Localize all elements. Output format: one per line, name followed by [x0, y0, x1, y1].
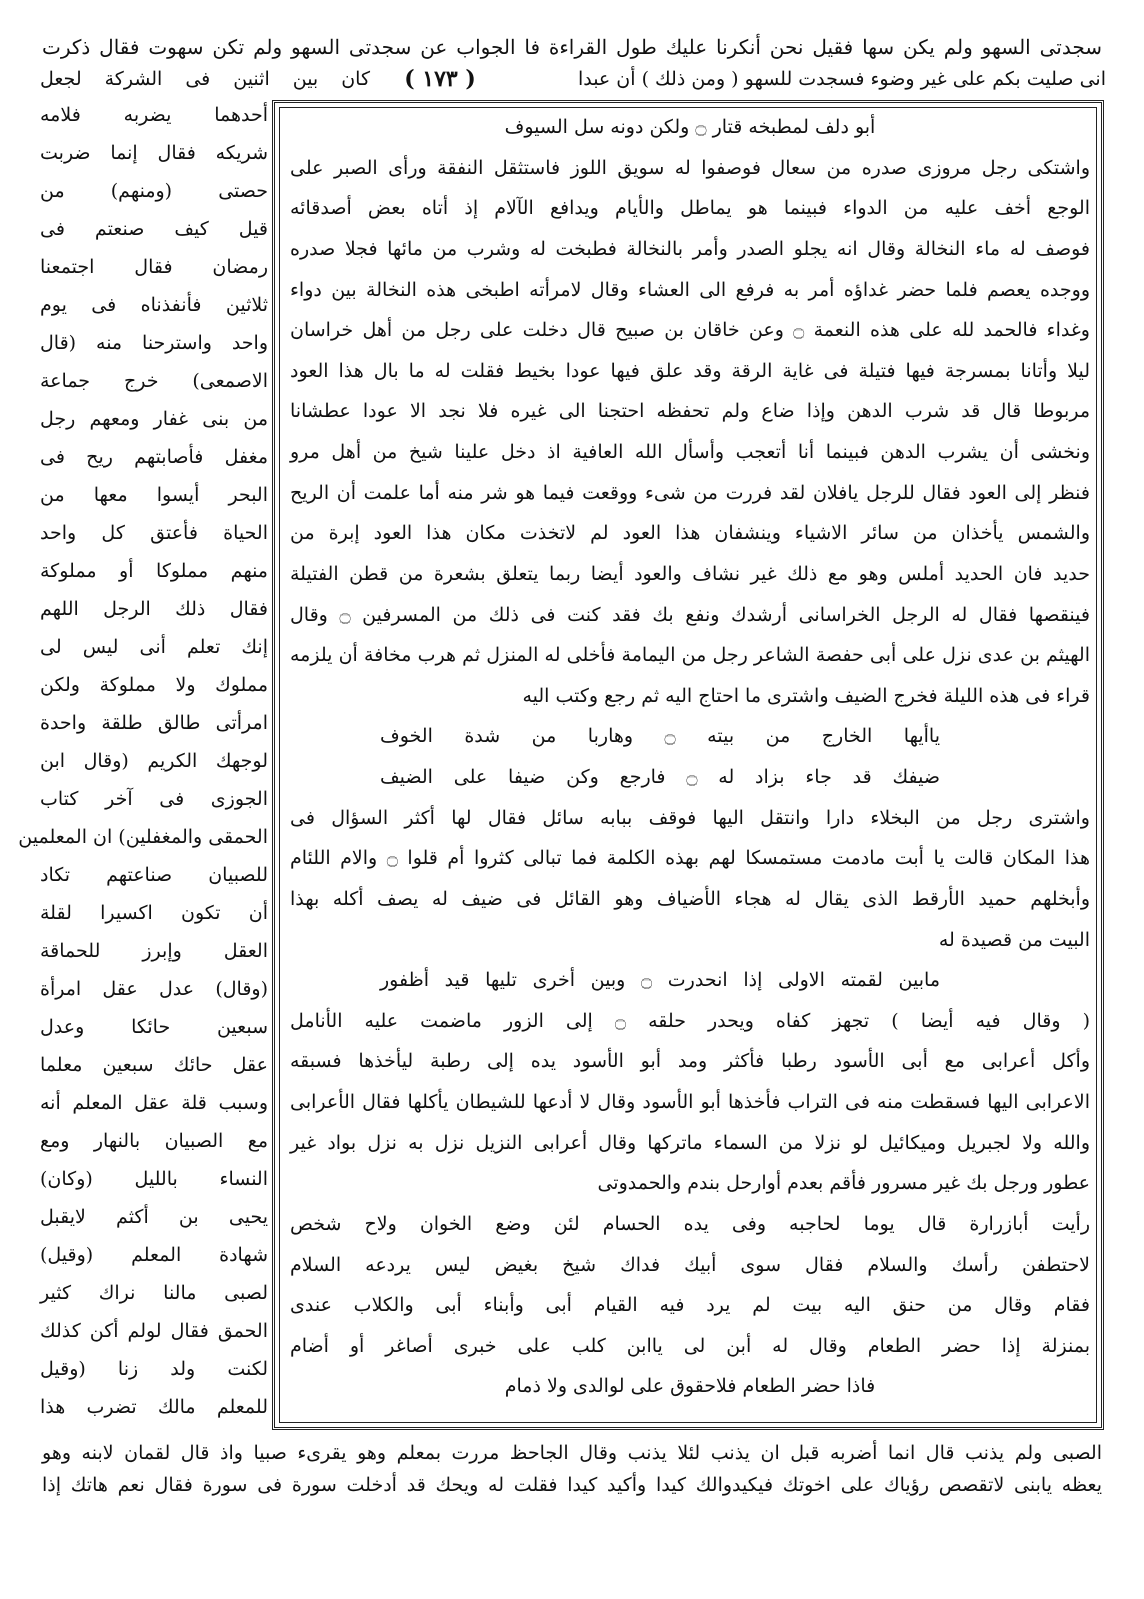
side-line: الحياة فأعتق كل واحد	[40, 522, 268, 544]
main-line: والله ولا لجبريل وميكائيل لو نزلا من السماء ماتركها وقال أعرابى النزيل نزل به نزل بواد غير	[290, 1132, 1090, 1154]
top-line-2-left: كان بين اثنين فى الشركة لجعل	[40, 68, 370, 90]
main-line: بمنزلة إذا حضر الطعام وقال له أبن لى ياابن كلب على خبرى أصاغر أو أضام	[290, 1335, 1090, 1357]
side-column	[18, 100, 268, 1440]
side-line: لوجهك الكريم (وقال ابن	[40, 750, 268, 772]
main-line: ( وقال فيه أيضا ) تجهز كفاه ويحدر حلقه ۝ إلى الزور ماضمت عليه الأنامل	[290, 1010, 1090, 1032]
side-line: منهم مملوكا أو مملوكة	[40, 560, 268, 582]
side-line: مع الصبيان بالنهار ومع	[40, 1130, 268, 1152]
side-line: امرأتى طالق طلقة واحدة	[40, 712, 268, 734]
main-line: مربوطا قال قد شرب الدهن وإذا ضاع ولم تحفظه احتجنا الى غيره فلا نجد الا عودا عطشانا	[290, 400, 1090, 422]
main-line: ونخشى أن يشرب الدهن فبينما أنا أتعجب وأسأل الله العافية اذ دخل علينا شيخ من أهل مرو	[290, 441, 1090, 463]
side-line: الاصمعى) خرج جماعة	[40, 370, 268, 392]
side-line: سبعين حائكا وعدل	[40, 1016, 268, 1038]
side-line: للصبيان صناعتهم تكاد	[40, 864, 268, 886]
bottom-line: يعظه يابنى لاتقصص رؤياك على اخوتك فيكيدوالك كيدا وأكيد كيدا فقلت له ويحك قد أدخلت سورة فى سورة فقال نعم هاتك إذا	[42, 1474, 1102, 1496]
main-line: أبو دلف لمطبخه قتار ۝ ولكن دونه سل السيوف	[504, 116, 876, 138]
side-line: الجوزى فى آخر كتاب	[40, 788, 268, 810]
side-line: أحدهما يضربه فلامه	[40, 104, 268, 126]
side-line: الحمق فقال لولم أكن كذلك	[40, 1320, 268, 1342]
side-line: النساء بالليل (وكان)	[40, 1168, 268, 1190]
main-line: فاذا حضر الطعام فلاحقوق على لوالدى ولا ذمام	[504, 1375, 876, 1397]
top-line-2-right: انى صليت بكم على غير وضوء فسجدت للسهو ( ومن ذلك ) أن عبدا	[577, 68, 1106, 90]
side-line: مملوك ولا مملوكة ولكن	[40, 674, 268, 696]
side-line: الحمقى والمغفلين) ان المعلمين	[18, 826, 268, 848]
side-line: عقل حائك سبعين معلما	[40, 1054, 268, 1076]
main-line: الاعرابى اليها فسقطت منه فى التراب فأخذها أبو الأسود وقال لا أدعها للشيطان يأكلها فقال الأعرابى	[290, 1091, 1090, 1113]
side-line: فقال ذلك الرجل اللهم	[40, 598, 268, 620]
side-line: (وقال) عدل عقل امرأة	[40, 978, 268, 1000]
main-text	[290, 114, 1090, 1414]
side-line: يحيى بن أكثم لايقبل	[40, 1206, 268, 1228]
main-line: قراء فى هذه الليلة فخرج الضيف واشترى ما احتاج اليه ثم رجع وكتب اليه	[522, 685, 1090, 707]
main-line: ضيفك قد جاء بزاد له ۝ فارجع وكن ضيفا على الضيف	[380, 766, 940, 788]
top-line: سجدتى السهو ولم يكن سها فقيل نحن أنكرنا عليك طول القراءة فا الجواب عن سجدتى السهو ولم تكن سهوت فقال ذكرت	[42, 35, 1102, 59]
side-line: واحد واسترحنا منه (قال	[40, 332, 268, 354]
main-line: الوجع أخف عليه من الدواء فبينما هو يماطل والأيام ويدافع الآلام إذ أتاه بعض أصدقائه	[290, 197, 1090, 219]
side-line: لصبى مالنا نراك كثير	[40, 1282, 268, 1304]
main-line: عطور ورجل بك غير مسرور فأقم بعدم أوارحل بندم والحمدوتى	[597, 1172, 1090, 1194]
main-line: هذا المكان قالت يا أبت مادمت مستمسكا لهم بهذه الكلمة فما تبالى كثروا أم قلوا ۝ والام اللئام	[290, 847, 1090, 869]
bottom-line: الصبى ولم يذنب قال انما أضربه قبل ان يذنب لئلا يذنب وقال الجاحظ مررت بمعلم وهو يقرىء صبيا واذ قال لقمان لابنه وهو	[42, 1442, 1102, 1464]
main-line: والشمس يأخذان من سائر الاشياء وينشفان هذا العود لم لاتخذت مكان هذا العود إبرة من	[290, 522, 1090, 544]
main-line: وأبخلهم حميد الأرقط الذى يقال له هجاء الأضياف وهو القائل فى ضيف له يصف أكله بهذا	[290, 888, 1090, 910]
main-line: ليلا وأتانا بمسرجة فيها فتيلة فى غاية الرقة وقد علق فيها عودا بخيط فقلت له ما بال هذا العود	[290, 360, 1090, 382]
side-line: أن تكون اكسيرا لقلة	[40, 902, 268, 924]
main-line: لاحتطفن رأسك والسلام فقال سوى أبيك فداك شيخ بغيض ليس يردعه السلام	[290, 1254, 1090, 1276]
side-line: مغفل فأصابتهم ريح فى	[40, 446, 268, 468]
side-line: شهادة المعلم (وقيل)	[40, 1244, 268, 1266]
side-line: حصتى (ومنهم) من	[40, 180, 268, 202]
main-line: فينقصها فقال له الرجل الخراسانى أرشدك ونفع بك فقد كنت فى ذلك من المسرفين ۝ وقال	[290, 604, 1090, 626]
main-line: ووجده يعصم فلما حضر غداؤه أمر به فرفع الى العشاء وقال لامرأته اطبخى هذه النخالة بين دواء	[290, 279, 1090, 301]
side-line: رمضان فقال اجتمعنا	[40, 256, 268, 278]
side-line: وسبب قلة عقل المعلم أنه	[40, 1092, 268, 1114]
side-line: إنك تعلم أنى ليس لى	[40, 636, 268, 658]
side-line: العقل وإبرز للحماقة	[40, 940, 268, 962]
side-line: ثلاثين فأنفذناه فى يوم	[40, 294, 268, 316]
main-line: حديد فان الحديد أملس وهو مع ذلك غير نشاف والعود أيضا ربما يتعلق بشعرة من قطن الفتيلة	[290, 563, 1090, 585]
main-line: وأكل أعرابى مع أبى الأسود رطبا فأكثر ومد أبو الأسود يده إلى رطبة ليأخذها فسبقه	[290, 1050, 1090, 1072]
side-line: قيل كيف صنعتم فى	[40, 218, 268, 240]
side-line: البحر أيسوا معها من	[40, 484, 268, 506]
side-line: شريكه فقال إنما ضربت	[40, 142, 268, 164]
page-number: ( ١٧٣ )	[404, 66, 476, 92]
main-line: ياأيها الخارج من بيته ۝ وهاربا من شدة الخوف	[380, 725, 940, 747]
main-line: البيت من قصيدة له	[938, 929, 1090, 951]
main-line: فنظر إلى العود فقال للرجل يافلان لقد فررت من شىء ووقعت فيما هو شر منه أما علمت أن الريح	[290, 482, 1090, 504]
side-line: للمعلم مالك تضرب هذا	[40, 1396, 268, 1418]
main-line: فوصف له ماء النخالة وقال انه يجلو الصدر وأمر بالنخالة فطبخت له وشرب من مائها فجلا صدره	[290, 238, 1090, 260]
main-line: رأيت أبازرارة قال يوما لحاجبه وفى يده الحسام لئن وضع الخوان ولاح شخص	[290, 1213, 1090, 1235]
side-line: لكنت ولد زنا (وقيل	[40, 1358, 268, 1380]
main-line: الهيثم بن عدى نزل على أبى حفصة الشاعر رجل من اليمامة فأخلى له المنزل ثم هرب مخافة أن يلزمه	[290, 644, 1090, 666]
side-line: من بنى غفار ومعهم رجل	[40, 408, 268, 430]
main-line: مابين لقمته الاولى إذا انحدرت ۝ وبين أخرى تليها قيد أظفور	[380, 969, 940, 991]
main-line: وغداء فالحمد لله على هذه النعمة ۝ وعن خاقان بن صبيح قال دخلت على رجل من أهل خراسان	[290, 319, 1090, 341]
main-line: فقام وقال من حنق اليه بيت لم يرد فيه القيام أبى وأبناء أبى والكلاب عندى	[290, 1294, 1090, 1316]
main-line: واشترى رجل من البخلاء دارا وانتقل اليها فوقف ببابه سائل فقال لها أكثر السؤال فى	[290, 807, 1090, 829]
main-line: واشتكى رجل مروزى صدره من سعال فوصفوا له سويق اللوز فاستثقل النفقة ورأى الصبر على	[290, 157, 1090, 179]
